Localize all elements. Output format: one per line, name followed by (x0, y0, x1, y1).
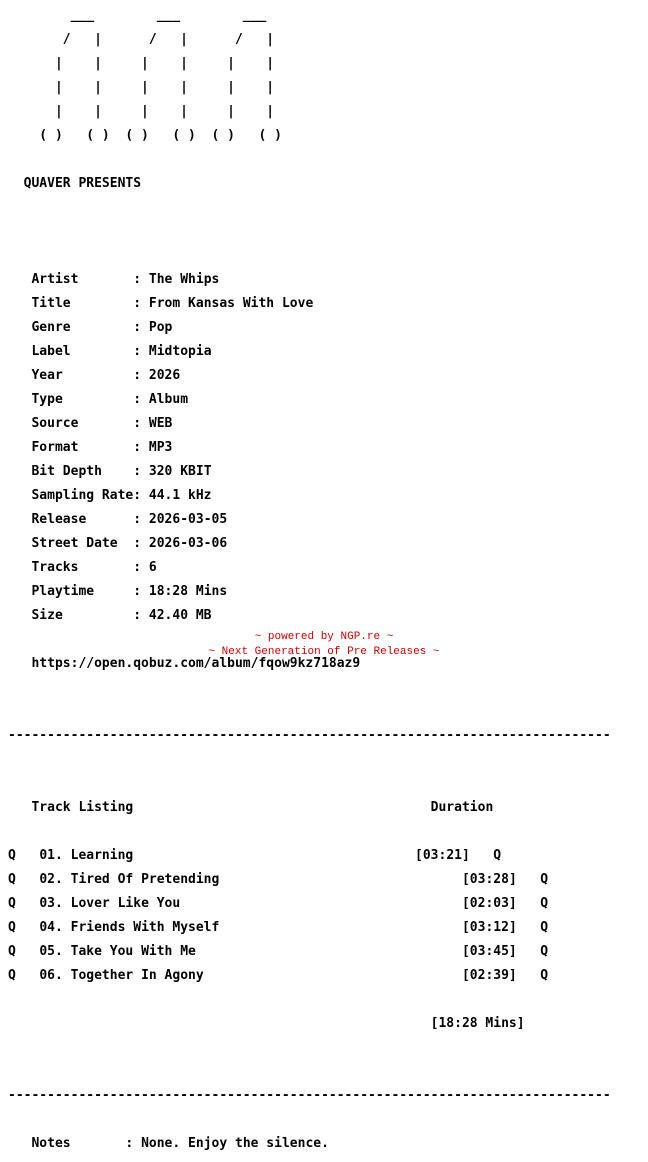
info-row-size: Size : 42.40 MB (31, 608, 212, 623)
info-label: Size (31, 608, 63, 623)
track-marker: Q (493, 848, 502, 863)
track-marker: Q (540, 920, 549, 935)
track-marker: Q (8, 872, 16, 887)
info-row-sampling-rate: Sampling Rate: 44.1 kHz (31, 488, 212, 503)
track-marker: Q (540, 872, 549, 887)
info-row-type: Type : Album (31, 392, 189, 407)
presents-title: QUAVER PRESENTS (23, 176, 142, 191)
info-label: Genre (31, 320, 71, 335)
info-label: Sampling Rate (31, 488, 134, 503)
info-label: Type (31, 392, 63, 407)
track-duration: [03:45] (461, 944, 517, 959)
track-number: 02. (39, 872, 63, 887)
duration-heading: Duration (430, 800, 494, 815)
track-marker: Q (540, 896, 549, 911)
info-value: Midtopia (148, 344, 212, 359)
info-row-tracks: Tracks : 6 (31, 560, 157, 575)
track-marker: Q (540, 968, 549, 983)
track-duration: [02:39] (461, 968, 517, 983)
info-value: 6 (148, 560, 157, 575)
info-row-artist: Artist : The Whips (31, 272, 220, 287)
info-row-label: Label : Midtopia (31, 344, 212, 359)
info-row-playtime: Playtime : 18:28 Mins (31, 584, 228, 599)
track-row (8, 922, 611, 934)
info-label: Tracks (31, 560, 79, 575)
track-number: 05. (39, 944, 63, 959)
total-duration: [18:28 Mins] (430, 1016, 525, 1031)
track-listing-header (8, 802, 611, 814)
separator: ----------------------------------------------------------------------------- (8, 1088, 611, 1103)
info-label: Year (31, 368, 63, 383)
info-value: MP3 (148, 440, 173, 455)
info-value: 2026 (148, 368, 181, 383)
track-marker: Q (8, 968, 16, 983)
info-label: Bit Depth (31, 464, 102, 479)
track-duration: [03:12] (461, 920, 517, 935)
presents-title-row (8, 178, 611, 190)
track-title: Learning (70, 848, 134, 863)
info-value: Pop (148, 320, 173, 335)
notes-row: Notes : None. Enjoy the silence. (31, 1136, 329, 1151)
info-value: WEB (148, 416, 173, 431)
info-row-release: Release : 2026-03-05 (31, 512, 228, 527)
logo-line: | | | | | | (8, 80, 275, 95)
track-listing-heading: Track Listing (31, 800, 134, 815)
track-title: Tired Of Pretending (70, 872, 220, 887)
info-row-year: Year : 2026 (31, 368, 181, 383)
footer-powered-by: ~ powered by NGP.re ~ (254, 631, 394, 643)
track-marker: Q (540, 944, 549, 959)
footer-tagline: ~ Next Generation of Pre Releases ~ (208, 646, 440, 658)
logo-line: / | / | / | (8, 32, 275, 47)
footer (0, 630, 648, 660)
info-value: From Kansas With Love (148, 296, 314, 311)
track-duration: [03:28] (461, 872, 517, 887)
info-label: Label (31, 344, 71, 359)
info-row-source: Source : WEB (31, 416, 173, 431)
info-value: 42.40 MB (148, 608, 212, 623)
notes-value: None. Enjoy the silence. (141, 1136, 329, 1151)
info-label: Playtime (31, 584, 95, 599)
separator: ----------------------------------------------------------------------------- (8, 728, 611, 743)
track-row (8, 850, 611, 862)
logo-line: | | | | | | (8, 56, 275, 71)
album-url-link[interactable]: https://open.qobuz.com/album/fqow9kz718az9 (31, 656, 361, 671)
track-title: Friends With Myself (70, 920, 220, 935)
info-value: 2026-03-06 (148, 536, 228, 551)
track-row (8, 970, 611, 982)
track-marker: Q (8, 896, 16, 911)
track-row (8, 898, 611, 910)
track-number: 01. (39, 848, 63, 863)
track-marker: Q (8, 944, 16, 959)
info-row-title: Title : From Kansas With Love (31, 296, 314, 311)
info-label: Title (31, 296, 71, 311)
total-duration-row (8, 1018, 611, 1030)
track-number: 06. (39, 968, 63, 983)
track-title: Lover Like You (70, 896, 181, 911)
info-value: 320 KBIT (148, 464, 212, 479)
info-value: 2026-03-05 (148, 512, 228, 527)
track-row (8, 946, 611, 958)
logo-line: ( ) ( ) ( ) ( ) ( ) ( ) (8, 128, 282, 143)
track-title: Together In Agony (70, 968, 204, 983)
track-row (8, 874, 611, 886)
track-number: 03. (39, 896, 63, 911)
info-row-genre: Genre : Pop (31, 320, 173, 335)
info-label: Format (31, 440, 79, 455)
info-row-format: Format : MP3 (31, 440, 173, 455)
info-label: Street Date (31, 536, 118, 551)
track-duration: [03:21] (415, 848, 470, 863)
info-value: Album (148, 392, 189, 407)
track-marker: Q (8, 920, 16, 935)
info-row-street-date: Street Date : 2026-03-06 (31, 536, 228, 551)
info-label: Release (31, 512, 87, 527)
logo-line: ___ ___ ___ (8, 8, 267, 23)
info-value: 18:28 Mins (148, 584, 228, 599)
notes-label: Notes (31, 1136, 71, 1151)
track-title: Take You With Me (70, 944, 196, 959)
logo-line: | | | | | | (8, 104, 275, 119)
info-label: Source (31, 416, 79, 431)
track-marker: Q (8, 848, 16, 863)
info-label: Artist (31, 272, 79, 287)
info-row-bit-depth: Bit Depth : 320 KBIT (31, 464, 212, 479)
info-value: 44.1 kHz (148, 488, 212, 503)
track-number: 04. (39, 920, 63, 935)
nfo-document (8, 10, 611, 1162)
info-value: The Whips (148, 272, 220, 287)
track-duration: [02:03] (461, 896, 517, 911)
